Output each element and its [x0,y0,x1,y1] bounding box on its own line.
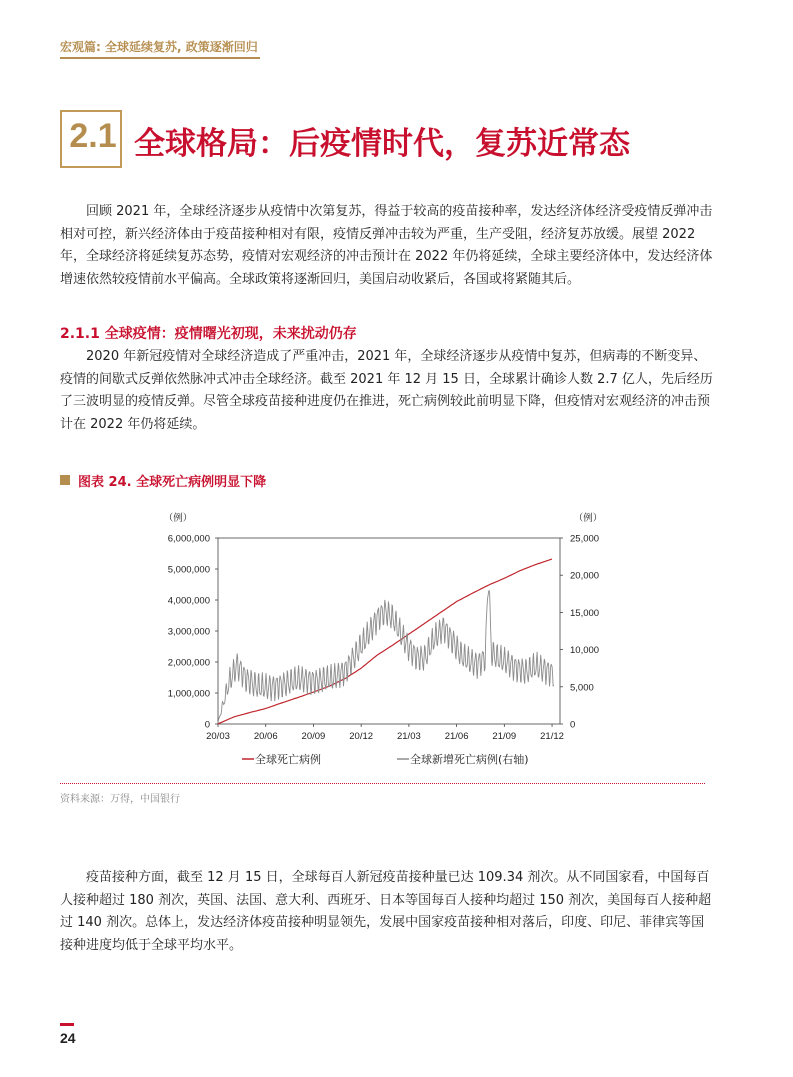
x-tick-label: 21/03 [396,731,421,742]
series-line-0 [218,559,552,724]
left-tick-label: 5,000,000 [167,564,210,576]
left-tick-label: 1,000,000 [167,688,210,700]
legend-label-1: 全球新增死亡病例(右轴) [410,753,529,766]
page-number-rule [60,1023,74,1026]
section-title: 全球格局：后疫情时代，复苏近常态 [134,126,630,162]
running-header: 宏观篇: 全球延续复苏, 政策逐渐回归 [60,40,258,54]
right-tick-label: 15,000 [570,607,600,619]
series-line-1 [218,591,554,723]
subsection-title: 2.1.1 全球疫情：疫情曙光初现，未来扰动仍存 [60,326,357,342]
x-tick-label: 20/12 [349,731,374,742]
x-tick-label: 20/09 [301,731,326,742]
x-tick-label: 21/12 [540,731,564,742]
x-tick-label: 21/06 [444,731,469,742]
left-tick-label: 6,000,000 [167,533,210,545]
x-tick-label: 20/03 [206,731,230,742]
pandemic-paragraph: 2020 年新冠疫情对全球经济造成了严重冲击，2021 年，全球经济逐步从疫情中复苏，但病毒的不断变异、疫情的间歇式反弹依然脉冲式冲击全球经济。截至 2021 年 12 月 15 日，全球累计确诊人数 2.7 亿人，先后经历了三波明显的疫情反弹。尽管全球疫苗接种进度仍在推进，死亡病例较此前明显下降，但疫情对宏观经济的冲击预计在 2022 年仍将延续。 [60,349,713,432]
figure-title: 图表 24. 全球死亡病例明显下降 [78,475,267,490]
left-tick-label: 4,000,000 [167,595,210,607]
plot-frame [218,538,560,724]
x-tick-label: 21/09 [492,731,517,742]
right-tick-label: 25,000 [570,533,600,545]
source-divider [60,783,705,784]
left-tick-label: 2,000,000 [167,657,210,669]
left-axis-unit: （例） [163,513,193,524]
left-tick-label: 0 [204,719,210,731]
legend-label-0: 全球死亡病例 [255,753,321,766]
intro-paragraph: 回顾 2021 年，全球经济逐步从疫情中次第复苏，得益于较高的疫苗接种率，发达经济体经济受疫情反弹冲击相对可控，新兴经济体由于疫苗接种相对有限，疫情反弹冲击较为严重，生产受阻，经济复苏放缓。展望 2022 年，全球经济将延续复苏态势，疫情对宏观经济的冲击预计在 2022 年仍将延续，全球主要经济体中，发达经济体增速依然较疫情前水平偏高。全球政策将逐渐回归，美国启动收紧后，各国或将紧随其后。 [60,204,713,287]
right-tick-label: 20,000 [570,570,600,582]
right-tick-label: 10,000 [570,645,600,657]
figure-source: 资料来源：万得，中国银行 [60,794,180,805]
vaccine-paragraph: 疫苗接种方面，截至 12 月 15 日，全球每百人新冠疫苗接种量已达 109.34 剂次。从不同国家看，中国每百人接种超过 180 剂次，英国、法国、意大利、西班牙、日本等国每百人接种均超过 150 剂次，美国每百人接种超过 140 剂次。总体上，发达经济体疫苗接种明显领先，发展中国家疫苗接种相对落后，印度、印尼、菲律宾等国接种进度均低于全球平均水平。 [60,870,712,953]
right-tick-label: 5,000 [570,682,594,694]
right-axis-unit: （例） [573,513,603,524]
section-number: 2.1 [69,117,117,155]
right-tick-label: 0 [570,719,576,731]
left-tick-label: 3,000,000 [167,626,210,638]
x-tick-label: 20/06 [253,731,278,742]
page-number: 24 [60,1030,76,1046]
